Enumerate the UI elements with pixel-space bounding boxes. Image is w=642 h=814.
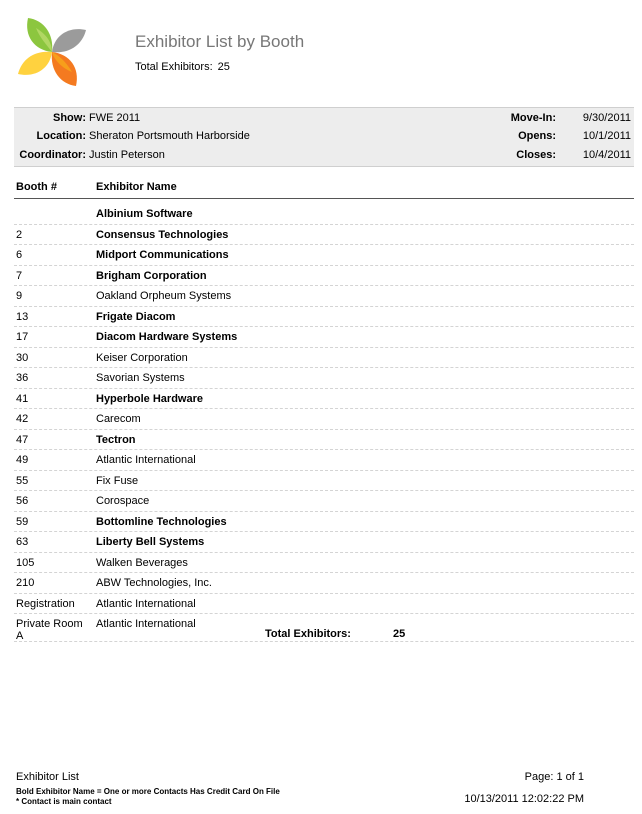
booth-cell: 9 (16, 290, 23, 302)
exhibitor-name-cell: Corospace (96, 495, 150, 507)
total-exhibitors-label: Total Exhibitors: (135, 61, 213, 73)
exhibitor-name-cell: Frigate Diacom (96, 310, 176, 323)
exhibitor-name-cell: Atlantic International (96, 597, 196, 610)
exhibitor-name-cell: Atlantic International (96, 454, 196, 466)
exhibitor-name-cell: Albinium Software (96, 208, 193, 220)
table-row (14, 573, 634, 594)
show-value: FWE 2011 (89, 112, 141, 124)
closes-value: 10/4/2011 (582, 149, 631, 161)
footer-legend-bold: Bold Exhibitor Name = One or more Contacts Has Credit Card On File (16, 787, 280, 796)
table-row (14, 491, 634, 512)
exhibitor-name-cell: Carecom (96, 413, 141, 425)
exhibitor-name-cell: Walken Beverages (96, 556, 188, 569)
header-exhibitor-name: Exhibitor Name (96, 181, 177, 193)
table-row (14, 389, 634, 410)
table-row (14, 327, 634, 348)
booth-cell: Registration (16, 597, 75, 610)
opens-value: 10/1/2011 (582, 130, 631, 142)
table-row (14, 286, 634, 307)
movein-value: 9/30/2011 (582, 112, 631, 124)
footer-report-name: Exhibitor List (16, 771, 79, 783)
footer-legend-contact: * Contact is main contact (16, 797, 112, 806)
exhibitor-name-cell: Brigham Corporation (96, 269, 207, 282)
table-row (14, 225, 634, 246)
coordinator-value: Justin Peterson (89, 149, 165, 161)
table-row (14, 430, 634, 451)
company-logo-icon (14, 14, 90, 90)
location-label: Location: (36, 130, 86, 142)
exhibitor-name-cell: Bottomline Technologies (96, 515, 227, 528)
exhibitor-name-cell: Midport Communications (96, 249, 229, 261)
booth-cell: 7 (16, 269, 23, 282)
total-exhibitors-header (135, 61, 230, 73)
opens-label: Opens: (518, 130, 556, 142)
table-total-label: Total Exhibitors: (265, 628, 351, 640)
table-row (14, 553, 634, 574)
booth-cell: 13 (16, 310, 29, 323)
print-timestamp: 10/13/2011 12:02:22 PM (464, 793, 584, 805)
booth-cell: 6 (16, 249, 23, 261)
booth-cell: 55 (16, 474, 29, 487)
exhibitor-name-cell: Atlantic International (96, 618, 196, 630)
closes-label: Closes: (516, 149, 556, 161)
table-row (14, 245, 634, 266)
booth-cell: 105 (16, 556, 35, 569)
booth-cell: 17 (16, 331, 29, 343)
movein-label: Move-In: (510, 112, 556, 124)
footer-left (16, 771, 280, 807)
table-row (14, 450, 634, 471)
booth-cell: 47 (16, 433, 29, 446)
show-info-panel (14, 107, 634, 167)
report-title: Exhibitor List by Booth (135, 32, 305, 51)
table-header (14, 176, 634, 199)
header-booth: Booth # (16, 181, 57, 193)
exhibitor-name-cell: ABW Technologies, Inc. (96, 577, 212, 589)
table-row (14, 532, 634, 553)
booth-cell: 63 (16, 536, 29, 548)
booth-cell: 2 (16, 228, 23, 241)
show-label: Show: (53, 112, 86, 124)
exhibitor-name-cell: Liberty Bell Systems (96, 536, 205, 548)
table-total-value: 25 (393, 628, 406, 640)
page-number: Page: 1 of 1 (524, 771, 584, 783)
table-row (14, 594, 634, 615)
booth-cell: 59 (16, 515, 29, 528)
table-row (14, 204, 634, 225)
exhibitor-name-cell: Savorian Systems (96, 372, 185, 384)
location-value: Sheraton Portsmouth Harborside (89, 130, 250, 142)
table-row (14, 348, 634, 369)
table-row (14, 307, 634, 328)
exhibitor-name-cell: Hyperbole Hardware (96, 392, 203, 405)
exhibitor-table (14, 204, 634, 642)
table-row (14, 409, 634, 430)
exhibitor-name-cell: Fix Fuse (96, 474, 139, 487)
coordinator-label: Coordinator: (19, 149, 86, 161)
table-row (14, 368, 634, 389)
table-row (14, 512, 634, 533)
footer-right (464, 771, 584, 805)
exhibitor-name-cell: Oakland Orpheum Systems (96, 290, 232, 302)
table-row (14, 266, 634, 287)
booth-cell: 56 (16, 495, 29, 507)
booth-cell: Private Room A (16, 618, 83, 642)
booth-cell: 30 (16, 351, 29, 364)
exhibitor-name-cell: Tectron (96, 433, 136, 446)
total-exhibitors-value: 25 (217, 61, 230, 73)
booth-cell: 36 (16, 372, 29, 384)
exhibitor-name-cell: Keiser Corporation (96, 351, 188, 364)
booth-cell: 41 (16, 392, 29, 405)
booth-cell: 49 (16, 454, 29, 466)
booth-cell: 42 (16, 413, 29, 425)
booth-cell: 210 (16, 577, 35, 589)
table-row (14, 471, 634, 492)
exhibitor-name-cell: Diacom Hardware Systems (96, 331, 238, 343)
exhibitor-name-cell: Consensus Technologies (96, 228, 229, 241)
